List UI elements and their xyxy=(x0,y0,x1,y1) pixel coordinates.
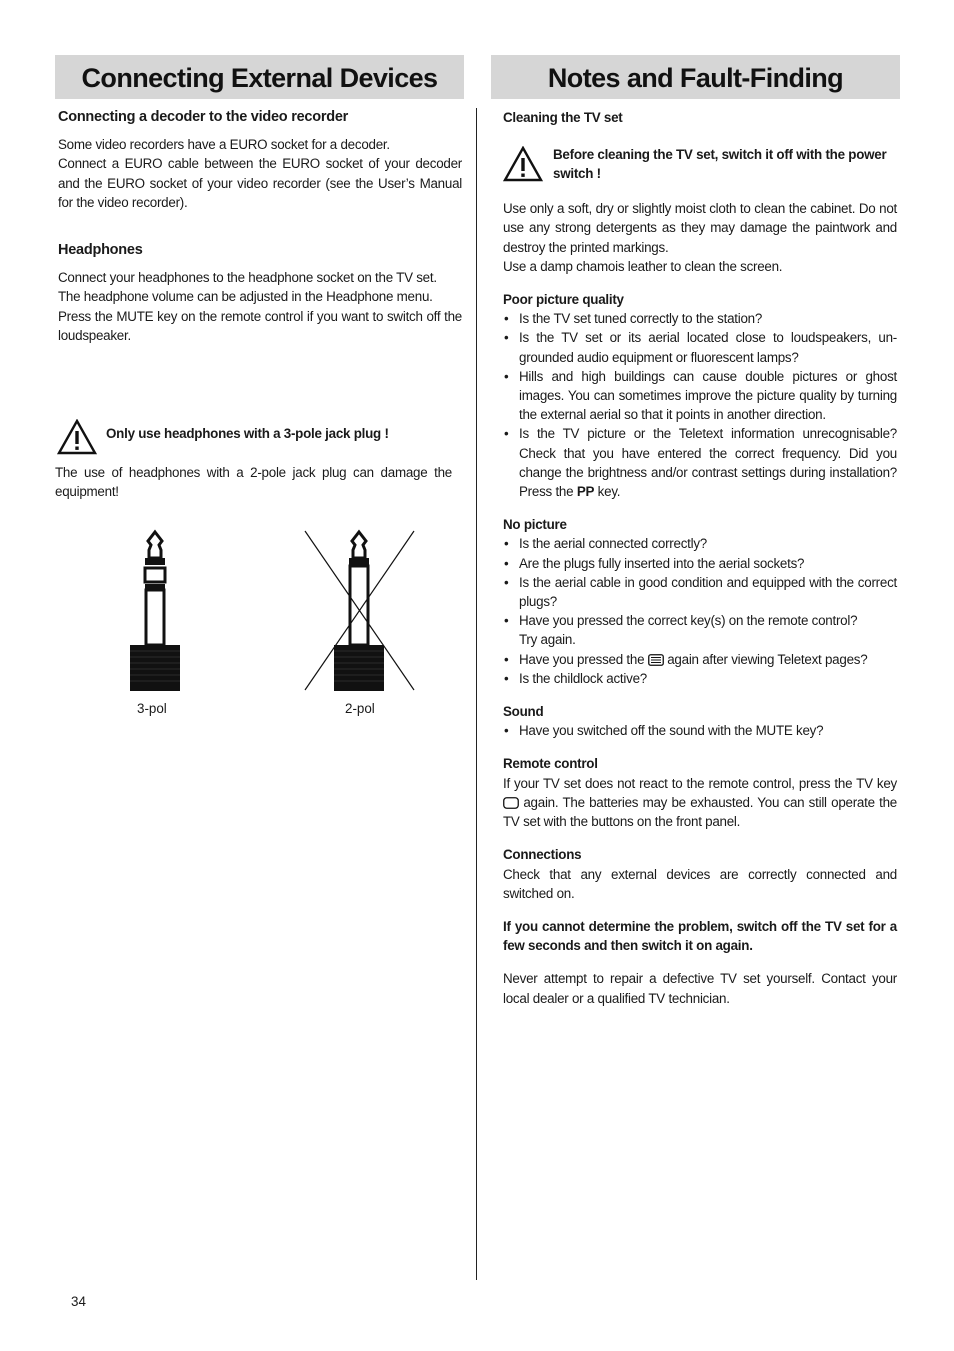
connections-heading: Connections xyxy=(503,847,582,863)
repair-note: Never attempt to repair a defective TV set yourself. Contact your local dealer or a qualified TV technician. xyxy=(503,971,897,1006)
jack-3-pol-label: 3-pol xyxy=(137,701,167,716)
list-item: • Is the childlock active? xyxy=(503,669,897,688)
decoder-line: Some video recorders have a EURO socket for a decoder. xyxy=(58,137,390,153)
headphones-para-2: The headphone volume can be adjusted in the Headphone menu. xyxy=(58,289,433,305)
cleaning-warning-block xyxy=(503,145,897,185)
cleaning-para-2: Use a damp chamois leather to clean the screen. xyxy=(503,258,783,274)
headphones-para-3: Press the MUTE key on the remote control if you want to switch off the loudspeaker. xyxy=(58,308,462,343)
list-item: • Have you switched off the sound with the MUTE key? xyxy=(503,721,897,740)
remote-control-text: If your TV set does not react to the remote control, press the TV key again. The batteries may be exhausted. You can still operate the TV set with the buttons on the front panel. xyxy=(503,775,897,830)
teletext-key-icon xyxy=(648,654,664,666)
cleaning-warning: Before cleaning the TV set, switch it off with the power switch ! xyxy=(553,147,887,182)
headphones-para-1: Connect your headphones to the headphone socket on the TV set. xyxy=(58,270,437,286)
left-section-title: Connecting External Devices xyxy=(81,63,438,93)
right-section-header xyxy=(491,55,900,99)
headphones-warning: Only use headphones with a 3-pole jack plug ! xyxy=(106,426,389,441)
list-item: • Is the TV set tuned correctly to the station? xyxy=(503,309,897,328)
tv-key-icon xyxy=(503,797,519,809)
pp-key: PP xyxy=(576,484,595,500)
jack-plug-3-pole-illustration xyxy=(125,528,185,696)
cleaning-para-1: Use only a soft, dry or slightly moist cloth to clean the cabinet. Do not use any strong detergents as they may damage the paintwork and destroy the printed markings. xyxy=(503,201,897,255)
remote-control-heading: Remote control xyxy=(503,756,598,772)
page-number: 34 xyxy=(71,1294,86,1309)
warning-triangle-icon xyxy=(57,419,97,455)
no-picture-list xyxy=(503,534,897,688)
warning-triangle-icon xyxy=(503,146,543,182)
list-item: • Is the TV picture or the Teletext information unrecognisable? Check that you have entered the correct frequency. Did you change the brightness and/or contrast settings during installation? Press the PP key. xyxy=(503,424,897,501)
list-item: • Is the TV set or its aerial located close to loudspeakers, un-grounded audio equipment or fluorescent lamps? xyxy=(503,328,897,366)
list-item: • Are the plugs fully inserted into the aerial sockets? xyxy=(503,554,897,573)
list-item: • Hills and high buildings can cause double pictures or ghost images. You can sometimes improve the picture quality by turning the external aerial so that it points in another direction. xyxy=(503,367,897,425)
list-item: • Is the aerial cable in good condition and equipped with the correct plugs? xyxy=(503,573,897,611)
sound-heading: Sound xyxy=(503,704,544,720)
jack-2-pol-label: 2-pol xyxy=(345,701,375,716)
cleaning-heading: Cleaning the TV set xyxy=(503,110,623,125)
column-divider xyxy=(476,108,477,1280)
connections-text: Check that any external devices are correctly connected and switched on. xyxy=(503,866,897,901)
poor-picture-heading: Poor picture quality xyxy=(503,292,624,308)
decoder-paragraph: Connect a EURO cable between the EURO socket of your decoder and the EURO socket of your video recorder (see the User’s Manual for the video recorder). xyxy=(58,156,462,210)
poor-picture-list xyxy=(503,309,897,501)
decoder-heading: Connecting a decoder to the video recorder xyxy=(58,109,349,125)
left-column xyxy=(58,108,462,345)
headphones-heading: Headphones xyxy=(58,242,143,259)
jack-plug-2-pole-crossed-illustration xyxy=(300,528,420,696)
list-item: • Have you pressed the again after viewing Teletext pages? xyxy=(503,650,897,669)
right-section-title: Notes and Fault-Finding xyxy=(547,63,844,93)
left-section-header xyxy=(55,55,464,99)
list-item: • Have you pressed the correct key(s) on the remote control? Try again. xyxy=(503,611,897,649)
sound-list xyxy=(503,721,897,740)
restart-note: If you cannot determine the problem, switch off the TV set for a few seconds and then switch it on again. xyxy=(503,918,897,954)
list-item: • Is the aerial connected correctly? xyxy=(503,534,897,553)
right-column xyxy=(503,108,897,1008)
headphones-warning-text: The use of headphones with a 2-pole jack plug can damage the equipment! xyxy=(55,465,452,500)
no-picture-heading: No picture xyxy=(503,517,567,533)
